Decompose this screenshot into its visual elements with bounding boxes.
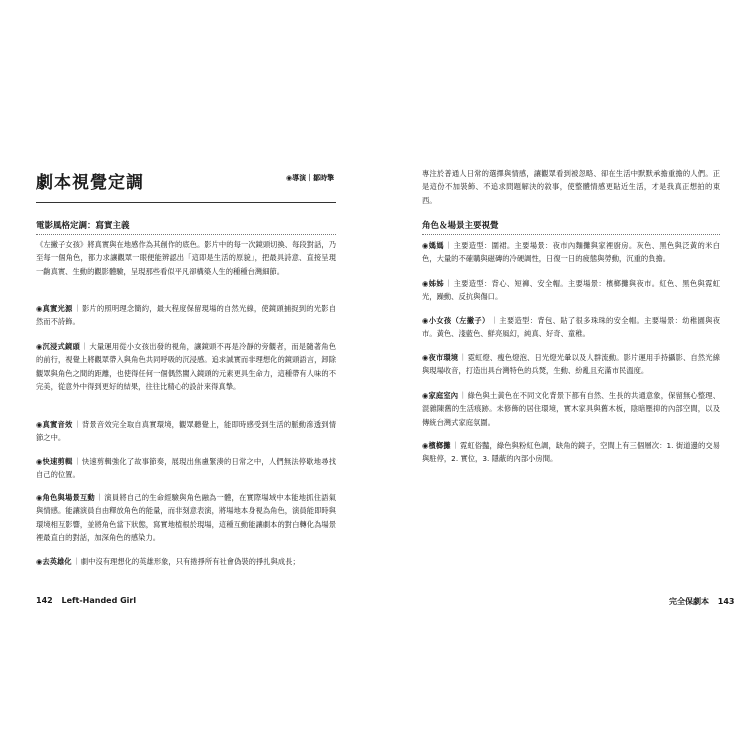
running-title: 完全保劇本 — [669, 597, 709, 606]
item-text: 主要造型：圍裙。主要場景：夜市內麵攤與家裡廚房。灰色、黑色與泛黃的米白色，大量的不確購與磁磚的冷硬調性，日復一日的疲態與勞動，沉重的負擔。 — [422, 241, 720, 264]
list-item: ◉沉浸式鏡頭｜大量運用從小女孩出發的視角，讓鏡頭不再是冷靜的旁觀者，而是隨著角色的前行，視覺上將觀眾帶入與角色共同呼吸的沉浸感。追求誠實而非理想化的鏡頭語言，卸除觀眾與角色之間的距離，也使得任何一個偶然闖入鏡頭的元素更具生命力，這種帶有人味的不完美，從意外中得到更好的結果，往往比精心的設計來得真摯。 — [36, 342, 336, 392]
section-heading: 電影風格定調：寫實主義 — [36, 221, 130, 231]
continuation-paragraph: 專注於普通人日常的選擇與情感，讓觀眾看到被忽略、卻在生活中默默承擔重擔的人們。正是這份不加裝飾、不追求問題解決的敘事，使整體情感更貼近生活，才是我真正想拍的東西。 — [422, 169, 720, 205]
intro-paragraph: 《左撇子女孩》將真實與在地感作為其創作的底色。影片中的每一次鏡頭切換、每段對話，乃至每一個角色，都力求讓觀眾一眼便能辨認出「這即是生活的原貌」，把最具詩意、直接呈現一齣真實、生動的觀影體驗，呈現那些看似平凡卻構築人生的種種台灣細節。 — [36, 240, 336, 276]
item-text: 背景音效完全取自真實環境，觀眾聽覺上，能即時感受到生活的脈動滲透到情節之中。 — [36, 420, 337, 443]
left-folio — [36, 596, 136, 605]
item-keyword: ◉姊姊 — [422, 279, 444, 288]
item-text: 大量運用從小女孩出發的視角，讓鏡頭不再是冷靜的旁觀者，而是隨著角色的前行，視覺上將觀眾帶入與角色共同呼吸的沉浸感。追求誠實而非理想化的鏡頭語言，卸除觀眾與角色之間的距離，也使得任何一個偶然闖入鏡頭的元素更具生命力，這種帶有人味的不完美，從意外中得到更好的結果，往往比精心的設計來得真摯。 — [36, 342, 336, 392]
list-item: ◉真實音效｜背景音效完全取自真實環境，觀眾聽覺上，能即時感受到生活的脈動滲透到情節之中。 — [36, 420, 337, 443]
item-keyword: ◉角色與場景互動 — [36, 493, 95, 502]
item-text: 演員將自己的生命經驗與角色融為一體，在實際場域中本能地抓住語氣與情感。能讓演員自由釋放角色的能量，而非刻意表演，將場地本身視為角色，演員能即時與環境相互影響，並將角色當下狀態，寫實地植根於現場，這種互動能讓劇本的對白轉化為場景裡最直白的對話，加深角色的感染力。 — [36, 493, 336, 543]
page-number: 143 — [717, 597, 735, 606]
item-keyword: ◉沉浸式鏡頭 — [36, 342, 80, 351]
list-item: ◉角色與場景互動｜演員將自己的生命經驗與角色融為一體，在實際場域中本能地抓住語氣與情感。能讓演員自由釋放角色的能量，而非刻意表演，將場地本身視為角色，演員能即時與環境相互影響，並將角色當下狀態，寫實地植根於現場，這種互動能讓劇本的對白轉化為場景裡最直白的對話，加深角色的感染力。 — [36, 493, 336, 543]
section-heading: 角色＆場景主要視覺 — [422, 221, 499, 231]
list-item: ◉去英雄化｜劇中沒有理想化的英雄形象，只有捲掙所有社會偽裝的掙扎與成長； — [36, 557, 300, 566]
item-text: 霓虹俗豔，綠色與粉紅色調，缺角的鏡子，空間上有三個層次：1. 街道邊的交易與駐停，2. 實位，3. 隱蔽的內部小房間。 — [422, 441, 721, 464]
title-rule — [36, 202, 336, 203]
page-number: 142 — [36, 596, 53, 605]
item-keyword: ◉檳榔攤 — [422, 441, 451, 450]
list-item: ◉媽媽｜主要造型：圍裙。主要場景：夜市內麵攤與家裡廚房。灰色、黑色與泛黃的米白色，大量的不確購與磁磚的冷硬調性，日復一日的疲態與勞動，沉重的負擔。 — [422, 241, 720, 264]
item-keyword: ◉快速剪輯 — [36, 457, 73, 466]
section-rule — [36, 234, 336, 235]
item-text: 主要造型：背心、短褲、安全帽。主要場景：檳榔攤與夜市。紅色、黑色與霓虹光，躁動、反抗與傷口。 — [422, 279, 720, 302]
item-keyword: ◉媽媽 — [422, 241, 444, 250]
list-item: ◉快速剪輯｜快速剪輯強化了故事節奏，展現出焦慮緊湊的日常之中，人們無法停歇地尋找自己的位置。 — [36, 457, 337, 480]
section-rule — [422, 234, 720, 235]
item-text: 影片的照明理念簡約，最大程度保留現場的自然光線，使鏡頭捕捉到的光影自然而不詩飾。 — [36, 304, 337, 327]
chapter-title: 劇本視覺定調 — [36, 173, 144, 193]
list-item: ◉姊姊｜主要造型：背心、短褲、安全帽。主要場景：檳榔攤與夜市。紅色、黑色與霓虹光，躁動、反抗與傷口。 — [422, 279, 720, 302]
item-text: 快速剪輯強化了故事節奏，展現出焦慮緊湊的日常之中，人們無法停歇地尋找自己的位置。 — [36, 457, 337, 480]
item-keyword: ◉真實光源 — [36, 304, 73, 313]
list-item: ◉小女孩（左撇子）｜主要造型：背包、貼了很多珠珠的安全帽。主要場景：幼稚園與夜市。黃色、淺藍色、鮮亮風幻，純真、好奇、童稚。 — [422, 316, 720, 339]
item-keyword: ◉夜市環境 — [422, 353, 459, 362]
list-item: ◉檳榔攤｜霓虹俗豔，綠色與粉紅色調，缺角的鏡子，空間上有三個層次：1. 街道邊的交易與駐停，2. 實位，3. 隱蔽的內部小房間。 — [422, 441, 721, 464]
list-item: ◉家庭室內｜綠色與土黃色在不同文化背景下都有自然、生長的共通意象，保留無心整理、混雜陳舊的生活痕跡。未修飾的居住環境，實木家具與舊木板，陰暗壓抑的內部空間，以及傳統台灣式家庭氛圍。 — [422, 391, 721, 427]
item-text: 綠色與土黃色在不同文化背景下都有自然、生長的共通意象，保留無心整理、混雜陳舊的生活痕跡。未修飾的居住環境，實木家具與舊木板，陰暗壓抑的內部空間，以及傳統台灣式家庭氛圍。 — [422, 391, 721, 427]
item-keyword: ◉小女孩（左撇子） — [422, 316, 490, 325]
running-title: Left-Handed Girl — [61, 596, 137, 605]
item-keyword: ◉去英雄化 — [36, 557, 72, 566]
right-folio — [669, 596, 735, 607]
right-page — [375, 0, 750, 750]
list-item: ◉夜市環境｜霓虹燈、瘦色燈泡、日光燈光暈以及人群流動。影片運用手持攝影、自然光線與現場收音，打造出具台灣特色的兵燹，生動、紛亂且充滿市民溫度。 — [422, 353, 721, 376]
item-keyword: ◉家庭室內 — [422, 391, 459, 400]
list-item: ◉真實光源｜影片的照明理念簡約，最大程度保留現場的自然光線，使鏡頭捕捉到的光影自然而不詩飾。 — [36, 304, 337, 327]
item-keyword: ◉真實音效 — [36, 420, 73, 429]
item-text: 劇中沒有理想化的英雄形象，只有捲掙所有社會偽裝的掙扎與成長； — [80, 557, 300, 566]
item-text: 霓虹燈、瘦色燈泡、日光燈光暈以及人群流動。影片運用手持攝影、自然光線與現場收音，打造出具台灣特色的兵燹，生動、紛亂且充滿市民溫度。 — [422, 353, 721, 376]
director-credit: ◉導演｜鄒時擎 — [286, 174, 335, 182]
item-text: 主要造型：背包、貼了很多珠珠的安全帽。主要場景：幼稚園與夜市。黃色、淺藍色、鮮亮風幻，純真、好奇、童稚。 — [422, 316, 720, 339]
